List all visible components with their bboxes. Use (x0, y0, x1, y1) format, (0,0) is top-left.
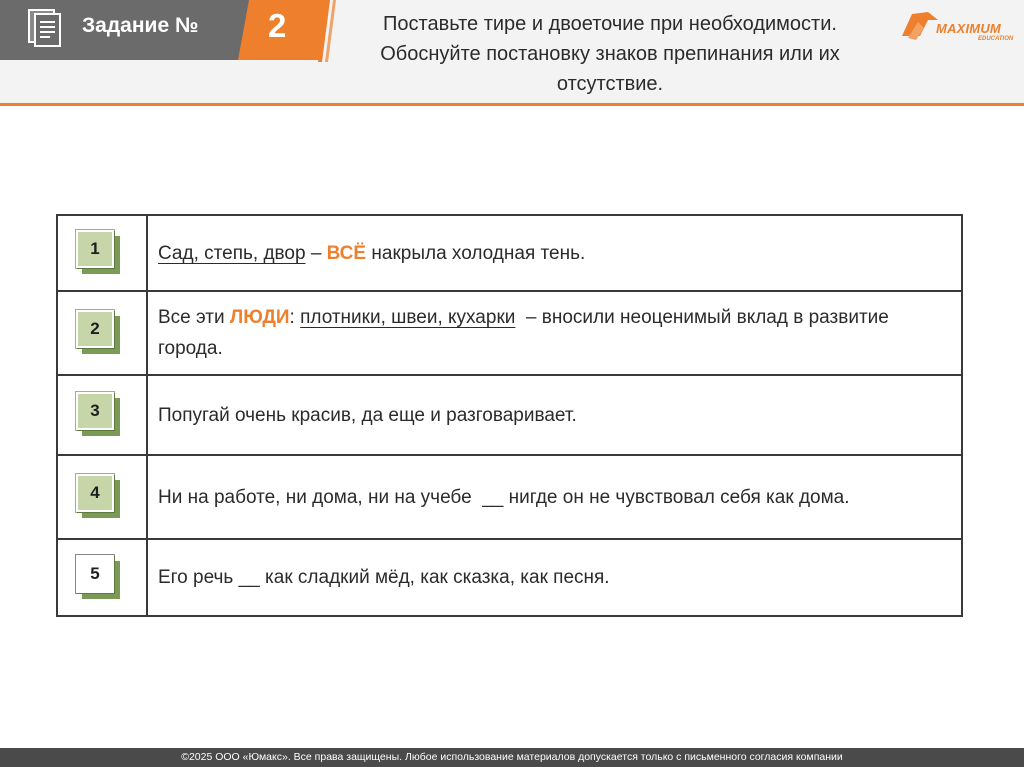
highlighted-word: ЛЮДИ (229, 307, 290, 328)
sentence-row (57, 539, 962, 616)
row-number: 4 (76, 474, 114, 512)
sentence-text (147, 455, 962, 539)
number-badge (76, 555, 122, 601)
logo-text: MAXIMUM (936, 21, 1001, 36)
underlined-phrase: плотники, швеи, кухарки (300, 307, 516, 328)
number-badge (76, 230, 122, 276)
number-badge (76, 392, 122, 438)
task-title (325, 9, 895, 99)
header-bar (0, 0, 1024, 104)
task-title-line: Поставьте тире и двоеточие при необходимости. (383, 13, 837, 35)
sentence-fragment: накрыла холодная тень. (366, 242, 586, 264)
underlined-phrase: Сад, степь, двор (158, 242, 306, 264)
task-title-line: Обоснуйте постановку знаков препинания или их (380, 43, 840, 65)
row-number: 3 (76, 392, 114, 430)
sentence-text (147, 539, 962, 616)
row-number: 1 (76, 230, 114, 268)
document-icon (28, 9, 61, 47)
sentence-fragment: – (305, 242, 327, 264)
sentence-text (147, 215, 962, 291)
sentence-row (57, 375, 962, 455)
maximum-logo (898, 6, 1016, 48)
sentence-text (147, 375, 962, 455)
highlighted-word: ВСЁ (326, 242, 367, 264)
header-divider (0, 103, 1024, 106)
sentence-row (57, 455, 962, 539)
number-badge (76, 310, 122, 356)
sentence-fragment: Все эти (158, 307, 230, 328)
row-number-cell (57, 215, 147, 291)
sentence-fragment: : (289, 307, 301, 328)
row-number: 2 (76, 310, 114, 348)
task-title-line: отсутствие. (556, 73, 664, 95)
sentences-table (56, 214, 963, 617)
number-badge (76, 474, 122, 520)
row-number-cell (57, 291, 147, 375)
sentence-fragment: Его речь __ как сладкий мёд, как сказка, как песня. (158, 567, 610, 588)
sentence-row (57, 291, 962, 375)
task-number: 2 (268, 7, 287, 44)
row-number-cell (57, 539, 147, 616)
copyright-footer: ©2025 ООО «Юмакс». Все права защищены. Любое использование материалов допускается только с письменного согласия компании (0, 748, 1024, 767)
row-number-cell (57, 375, 147, 455)
sentence-fragment: – вносили неоценимый вклад в развитие города. (158, 307, 895, 359)
sentence-fragment: Попугай очень красив, да еще и разговаривает. (158, 404, 577, 426)
sentence-row (57, 215, 962, 291)
task-label: Задание № (82, 14, 199, 37)
sentence-text (147, 291, 962, 375)
sentence-fragment: Ни на работе, ни дома, ни на учебе __ нигде он не чувствовал себя как дома. (158, 486, 850, 508)
logo-subtext: EDUCATION (978, 36, 1014, 42)
row-number-cell (57, 455, 147, 539)
row-number: 5 (76, 555, 114, 593)
